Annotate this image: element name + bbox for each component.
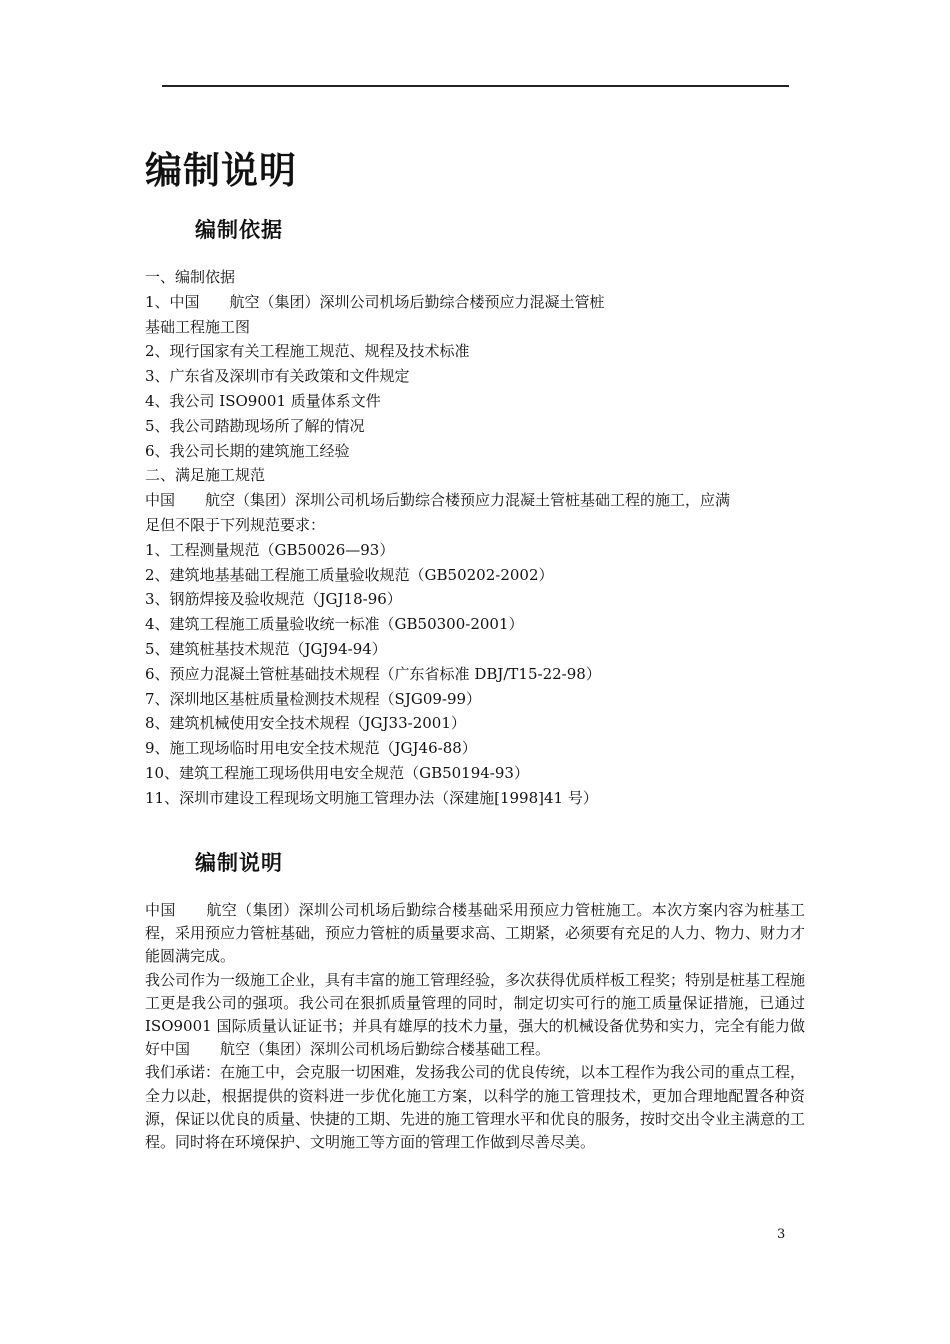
basis-line: 3、广东省及深圳市有关政策和文件规定 [145,367,410,386]
basis-line: 2、建筑地基基础工程施工质量验收规范（GB50202-2002） [145,565,554,584]
desc-paragraph: 我公司作为一级施工企业，具有丰富的施工管理经验，多次获得优质样板工程奖；特别是桩基工程施工更是我公司的强项。我公司在狠抓质量管理的同时，制定切实可行的施工质量保证措施，已通过 ISO9001 国际质量认证证书；并具有雄厚的技术力量，强大的机械设备优势和实力，完全有能力做好中国 航空（集团）深圳公司机场后勤综合楼基础工程。 [145,970,806,1059]
desc-heading: 编制说明 [195,850,283,875]
basis-line: 9、施工现场临时用电安全技术规范（JGJ46-88） [145,739,477,758]
basis-line: 1、工程测量规范（GB50026—93） [145,540,395,559]
basis-line: 5、建筑桩基技术规范（JGJ94-94） [145,639,387,658]
basis-line: 6、我公司长期的建筑施工经验 [145,441,350,460]
header-rule [162,85,789,87]
basis-line: 6、预应力混凝土管桩基础技术规程（广东省标准 DBJ/T15-22-98） [145,664,601,683]
page-number: 3 [777,1227,786,1242]
basis-line: 2、现行国家有关工程施工规范、规程及技术标准 [145,342,470,361]
basis-line: 一、编制依据 [145,268,236,286]
basis-line: 1、中国 航空（集团）深圳公司机场后勤综合楼预应力混凝土管桩 [145,292,605,311]
basis-line: 5、我公司踏勘现场所了解的情况 [145,416,365,435]
basis-line: 中国 航空（集团）深圳公司机场后勤综合楼预应力混凝土管桩基础工程的施工，应满 [145,491,731,510]
desc-body [145,899,805,1154]
basis-line: 足但不限于下列规范要求： [145,515,326,534]
basis-heading: 编制依据 [195,217,283,242]
basis-line: 4、我公司 ISO9001 质量体系文件 [145,391,381,410]
basis-line: 二、满足施工规范 [145,466,266,485]
basis-line: 基础工程施工图 [145,317,251,336]
basis-line: 4、建筑工程施工质量验收统一标准（GB50300-2001） [145,615,524,634]
basis-line: 8、建筑机械使用安全技术规程（JGJ33-2001） [145,714,466,733]
desc-paragraph: 我们承诺：在施工中，会克服一切困难，发扬我公司的优良传统，以本工程作为我公司的重点工程，全力以赴，根据提供的资料进一步优化施工方案，以科学的施工管理技术，更加合理地配置各种资源，保证以优良的质量、快捷的工期、先进的施工管理水平和优良的服务，按时交出令业主满意的工程。同时将在环境保护、文明施工等方面的管理工作做到尽善尽美。 [145,1063,806,1152]
basis-line: 7、深圳地区基桩质量检测技术规程（SJG09-99） [145,689,482,708]
basis-list [145,265,805,811]
basis-line: 10、建筑工程施工现场供用电安全规范（GB50194-93） [145,763,529,782]
main-title: 编制说明 [145,148,297,192]
basis-line: 3、钢筋焊接及验收规范（JGJ18-96） [145,590,402,609]
basis-line: 11、深圳市建设工程现场文明施工管理办法（深建施[1998]41 号） [145,788,598,807]
desc-paragraph: 中国 航空（集团）深圳公司机场后勤综合楼基础采用预应力管桩施工。本次方案内容为桩基工程，采用预应力管桩基础，预应力管桩的质量要求高、工期紧，必须要有充足的人力、物力、财力才能圆满完成。 [145,901,806,966]
